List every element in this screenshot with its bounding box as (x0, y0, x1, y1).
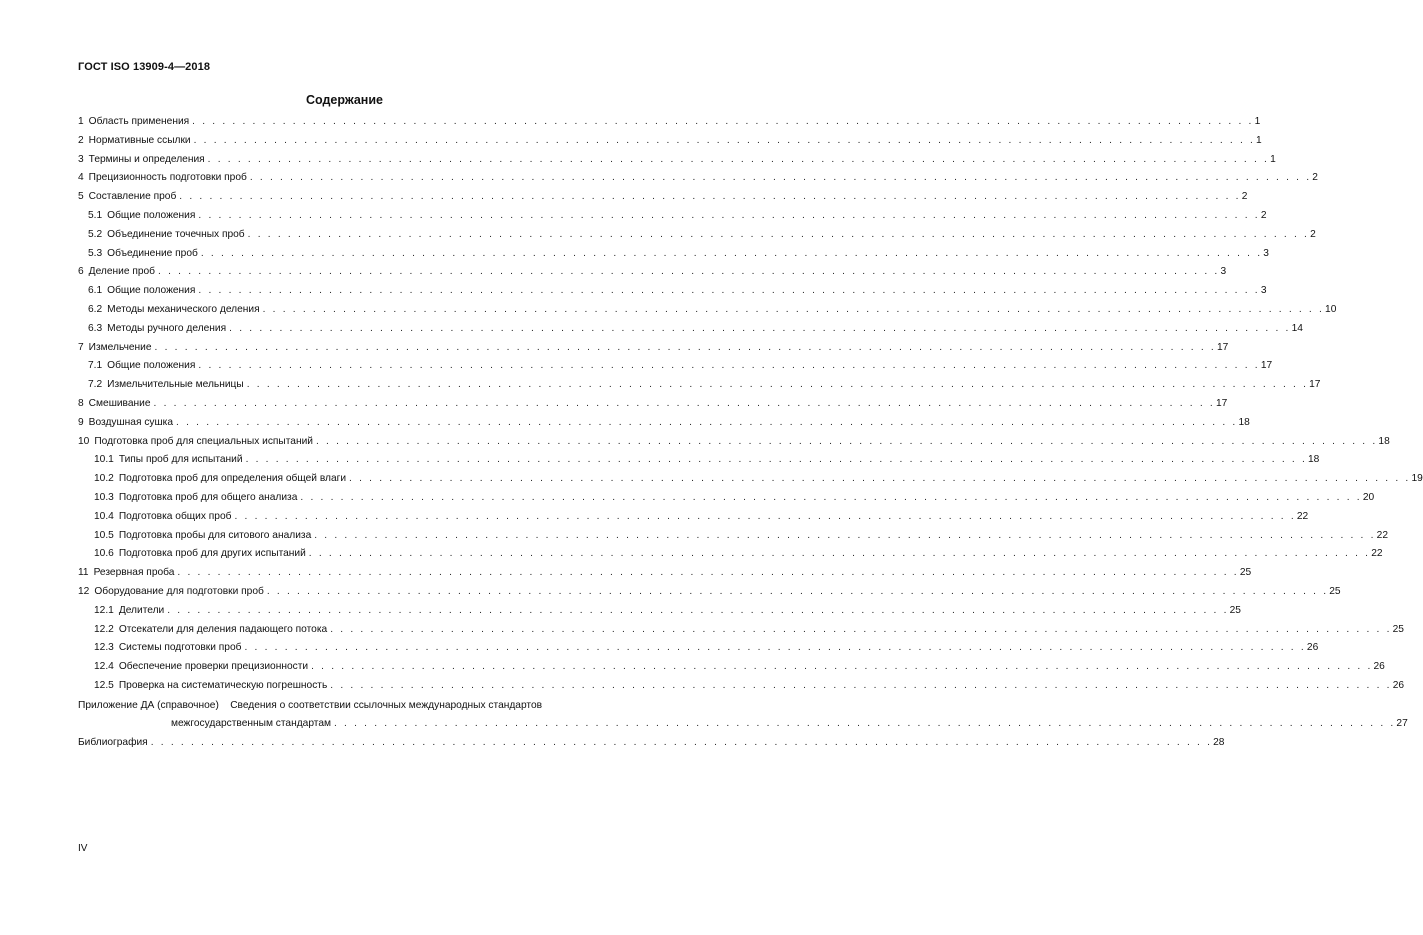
toc-entry-title: Объединение точечных проб (107, 228, 245, 240)
toc-entry-number: 11 (78, 567, 89, 579)
toc-entry-page: 1 (1254, 116, 1261, 127)
toc-entry-number: 12.5 (94, 679, 114, 691)
toc-entry-page: 2 (1260, 209, 1267, 221)
toc-entry-title: Воздушная сушка (88, 416, 174, 428)
toc-entry-title: Общие положения (107, 209, 196, 221)
toc-entries (78, 115, 1423, 698)
toc-entry-page: 26 (1392, 679, 1405, 691)
dot-leader: . . . . . . . . . . . . . . . . . . . . . . . . . . . . . . . . . . . . . . . . . . . . . . . . . . . . . . . . . . . . . . . . . . . . . . . . . . . . . . . . . . . . . . . . . . . . . . . . . . . . . . . . . . (198, 285, 1260, 297)
toc-entry-title: Подготовка проб для общего анализа (118, 491, 298, 503)
page-title: Содержание (305, 93, 383, 107)
dot-leader: . . . . . . . . . . . . . . . . . . . . . . . . . . . . . . . . . . . . . . . . . . . . . . . . . . . . . . . . . . . . . . . . . . . . . . . . . . . . . . . . . . . . . . . . . . . . . . . . . . . . . . . . . . (158, 266, 1220, 278)
toc-entry-title: Термины и определения (88, 153, 205, 165)
toc-entry-number: 10.1 (94, 454, 114, 466)
toc-entry[interactable] (78, 660, 1385, 679)
toc-entry-page: 26 (1373, 661, 1385, 673)
toc-entry[interactable] (78, 566, 1252, 585)
toc-entry-number: 10.2 (94, 473, 114, 485)
toc-entry-title: Общие положения (107, 285, 196, 297)
dot-leader: . . . . . . . . . . . . . . . . . . . . . . . . . . . . . . . . . . . . . . . . . . . . . . . . . . . . . . . . . . . . . . . . . . . . . . . . . . . . . . . . . . . . . . . . . . . . . . . . . . . . . . . . . . (192, 116, 1254, 127)
toc-entry-title: Типы проб для испытаний (118, 454, 243, 466)
dot-leader: . . . . . . . . . . . . . . . . . . . . . . . . . . . . . . . . . . . . . . . . . . . . . . . . . . . . . . . . . . . . . . . . . . . . . . . . . . . . . . . . . . . . . . . . . . . . . . . . . . . . . . . . . . (207, 153, 1270, 165)
toc-entry-page: 22 (1296, 510, 1309, 522)
toc-entry-number: 5.2 (88, 228, 103, 240)
toc-entry-page: 3 (1260, 285, 1267, 297)
toc-entry-number: 6.1 (88, 285, 103, 297)
dot-leader: . . . . . . . . . . . . . . . . . . . . . . . . . . . . . . . . . . . . . . . . . . . . . . . . . . . . . . . . . . . . . . . . . . . . . . . . . . . . . . . . . . . . . . . . . . . . . . . . . . . . . . . . . . (349, 473, 1411, 485)
toc-entry[interactable] (78, 472, 1423, 491)
toc-entry-number: 5.1 (88, 209, 103, 221)
toc-entry-number: 5 (78, 191, 84, 203)
toc-entry-page: 2 (1241, 191, 1248, 203)
toc-entry-page: 17 (1215, 397, 1228, 409)
toc-entry-page: 17 (1309, 379, 1321, 391)
toc-entry[interactable] (78, 641, 1319, 660)
toc-entry[interactable] (78, 190, 1248, 209)
toc-entry-page: 22 (1376, 529, 1388, 541)
bibliography-title: Библиография (78, 736, 148, 748)
toc-entry[interactable] (78, 416, 1250, 435)
appendix-label: Приложение ДА (справочное) (78, 699, 219, 711)
dot-leader: . . . . . . . . . . . . . . . . . . . . . . . . . . . . . . . . . . . . . . . . . . . . . . . . . . . . . . . . . . . . . . . . . . . . . . . . . . . . . . . . . . . . . . . . . . . . . . . . . . . . . . . . . . (179, 191, 1241, 203)
appendix-page: 27 (1396, 717, 1408, 729)
toc-entry[interactable] (78, 303, 1337, 322)
toc-entry-title: Подготовка проб для других испытаний (118, 548, 306, 560)
toc-entry-page: 17 (1216, 341, 1229, 353)
toc-entry[interactable] (78, 679, 1405, 698)
toc-entry-page: 22 (1371, 548, 1383, 560)
toc-entry-page: 3 (1263, 247, 1269, 259)
toc-entry-number: 6.3 (88, 322, 103, 334)
toc-entry[interactable] (78, 265, 1227, 284)
toc-entry[interactable] (78, 209, 1267, 228)
toc-entry-number: 12 (78, 585, 90, 597)
dot-leader: . . . . . . . . . . . . . . . . . . . . . . . . . . . . . . . . . . . . . . . . . . . . . . . . . . . . . . . . . . . . . . . . . . . . . . . . . . . . . . . . . . . . . . . . . . . . . . . . . . . . . . . . . . (300, 491, 1362, 503)
toc-entry-page: 25 (1392, 623, 1404, 635)
toc-entry-number: 10 (78, 435, 90, 447)
toc-entry[interactable] (78, 378, 1321, 397)
toc-entry-title: Нормативные ссылки (88, 134, 191, 146)
dot-leader: . . . . . . . . . . . . . . . . . . . . . . . . . . . . . . . . . . . . . . . . . . . . . . . . . . . . . . . . . . . . . . . . . . . . . . . . . . . . . . . . . . . . . . . . . . . . . . . . . . . . . . . . . . (244, 642, 1306, 654)
dot-leader: . . . . . . . . . . . . . . . . . . . . . . . . . . . . . . . . . . . . . . . . . . . . . . . . . . . . . . . . . . . . . . . . . . . . . . . . . . . . . . . . . . . . . . . . . . . . . . . . . . . . . . . . . . (311, 661, 1373, 673)
toc-entry-title: Отсекатели для деления падающего потока (118, 623, 328, 635)
toc-entry-number: 6 (78, 266, 84, 278)
toc-entry-page: 20 (1362, 491, 1375, 503)
toc-entry-title: Объединение проб (107, 247, 198, 259)
appendix-title-line1: Сведения о соответствии ссылочных международных стандартов (230, 699, 543, 711)
toc-entry-page: 14 (1291, 322, 1303, 334)
toc-entry[interactable] (78, 153, 1276, 172)
toc-entry-page: 25 (1239, 567, 1252, 579)
toc-entry-number: 2 (78, 134, 84, 146)
dot-leader: . . . . . . . . . . . . . . . . . . . . . . . . . . . . . . . . . . . . . . . . . . . . . . . . . . . . . . . . . . . . . . . . . . . . . . . . . . . . . . . . . . . . . . . . . . . . . . . . . . . . . . . . . . (198, 209, 1260, 221)
toc-entry[interactable] (78, 247, 1269, 266)
toc-entry-page: 25 (1329, 585, 1341, 597)
toc-entry-page: 18 (1238, 416, 1250, 428)
toc-entry-page: 18 (1378, 435, 1390, 447)
dot-leader: . . . . . . . . . . . . . . . . . . . . . . . . . . . . . . . . . . . . . . . . . . . . . . . . . . . . . . . . . . . . . . . . . . . . . . . . . . . . . . . . . . . . . . . . . . . . . . . . . . . . . . . . . . (176, 416, 1238, 428)
toc-entry-number: 10.4 (94, 510, 114, 522)
dot-leader: . . . . . . . . . . . . . . . . . . . . . . . . . . . . . . . . . . . . . . . . . . . . . . . . . . . . . . . . . . . . . . . . . . . . . . . . . . . . . . . . . . . . . . . . . . . . . . . . . . . . . . . . . . (154, 341, 1216, 353)
toc-entry-number: 4 (78, 172, 84, 184)
dot-leader: . . . . . . . . . . . . . . . . . . . . . . . . . . . . . . . . . . . . . . . . . . . . . . . . . . . . . . . . . . . . . . . . . . . . . . . . . . . . . . . . . . . . . . . . . . . . . . . . . . . . . . . . . . (177, 567, 1239, 579)
toc-entry-page: 2 (1312, 172, 1318, 184)
document-header: ГОСТ ISO 13909-4—2018 (78, 61, 211, 73)
toc-entry-page: 26 (1306, 642, 1319, 654)
dot-leader: . . . . . . . . . . . . . . . . . . . . . . . . . . . . . . . . . . . . . . . . . . . . . . . . . . . . . . . . . . . . . . . . . . . . . . . . . . . . . . . . . . . . . . . . . . . . . . . . . . . . . . . . . . (315, 435, 1378, 447)
toc-entry-number: 7.2 (88, 379, 103, 391)
toc-entry-title: Измельчительные мельницы (107, 379, 244, 391)
toc-entry-title: Подготовка пробы для ситового анализа (118, 529, 312, 541)
dot-leader: . . . . . . . . . . . . . . . . . . . . . . . . . . . . . . . . . . . . . . . . . . . . . . . . . . . . . . . . . . . . . . . . . . . . . . . . . . . . . . . . . . . . . . . . . . . . . . . . . . . . . . . . . . (153, 397, 1215, 409)
toc-entry-title: Оборудование для подготовки проб (94, 585, 264, 597)
toc-entry[interactable] (78, 529, 1388, 548)
toc-entry[interactable] (78, 397, 1228, 416)
dot-leader: . . . . . . . . . . . . . . . . . . . . . . . . . . . . . . . . . . . . . . . . . . . . . . . . . . . . . . . . . . . . . . . . . . . . . . . . . . . . . . . . . . . . . . . . . . . . . . . . . . . . . . . . . . (234, 510, 1296, 522)
toc-entry-title: Деление проб (88, 266, 156, 278)
toc-entry-title: Общие положения (107, 360, 196, 372)
toc-entry-page: 17 (1260, 360, 1273, 372)
toc-entry-title: Подготовка проб для специальных испытаний (94, 435, 313, 447)
toc-entry-bibliography[interactable] (78, 736, 1225, 755)
toc-entry-title: Резервная проба (93, 567, 175, 579)
toc-entry-number: 10.5 (94, 529, 114, 541)
toc-entry[interactable] (78, 453, 1320, 472)
toc-entry-title: Измельчение (88, 341, 152, 353)
toc-entry-title: Область применения (88, 116, 190, 127)
toc-entry-number: 12.2 (94, 623, 114, 635)
toc-entry-page: 19 (1411, 473, 1423, 485)
dot-leader: . . . . . . . . . . . . . . . . . . . . . . . . . . . . . . . . . . . . . . . . . . . . . . . . . . . . . . . . . . . . . . . . . . . . . . . . . . . . . . . . . . . . . . . . . . . . . . . . . . . . . . . . . . (334, 717, 1396, 729)
dot-leader: . . . . . . . . . . . . . . . . . . . . . . . . . . . . . . . . . . . . . . . . . . . . . . . . . . . . . . . . . . . . . . . . . . . . . . . . . . . . . . . . . . . . . . . . . . . . . . . . . . . . . . . . . . (330, 679, 1392, 691)
toc-entry[interactable] (78, 604, 1241, 623)
dot-leader: . . . . . . . . . . . . . . . . . . . . . . . . . . . . . . . . . . . . . . . . . . . . . . . . . . . . . . . . . . . . . . . . . . . . . . . . . . . . . . . . . . . . . . . . . . . . . . . . . . . . . . . . . . (247, 228, 1310, 240)
toc-entry-number: 7.1 (88, 360, 103, 372)
bibliography-page: 28 (1213, 736, 1225, 748)
dot-leader: . . . . . . . . . . . . . . . . . . . . . . . . . . . . . . . . . . . . . . . . . . . . . . . . . . . . . . . . . . . . . . . . . . . . . . . . . . . . . . . . . . . . . . . . . . . . . . . . . . . . . . . . . . (150, 736, 1213, 748)
toc-entry-page: 2 (1310, 228, 1316, 240)
dot-leader: . . . . . . . . . . . . . . . . . . . . . . . . . . . . . . . . . . . . . . . . . . . . . . . . . . . . . . . . . . . . . . . . . . . . . . . . . . . . . . . . . . . . . . . . . . . . . . . . . . . . . . . . . . (314, 529, 1376, 541)
dot-leader: . . . . . . . . . . . . . . . . . . . . . . . . . . . . . . . . . . . . . . . . . . . . . . . . . . . . . . . . . . . . . . . . . . . . . . . . . . . . . . . . . . . . . . . . . . . . . . . . . . . . . . . . . . (167, 604, 1229, 616)
toc-entry[interactable] (78, 510, 1309, 529)
dot-leader: . . . . . . . . . . . . . . . . . . . . . . . . . . . . . . . . . . . . . . . . . . . . . . . . . . . . . . . . . . . . . . . . . . . . . . . . . . . . . . . . . . . . . . . . . . . . . . . . . . . . . . . . . . (308, 548, 1371, 560)
toc-entry[interactable] (78, 359, 1273, 378)
toc-entry-title: Системы подготовки проб (118, 642, 242, 654)
appendix-title-line2: межгосударственным стандартам (171, 717, 331, 729)
toc-entry[interactable] (78, 171, 1318, 190)
toc-entry-title: Подготовка общих проб (118, 510, 232, 522)
toc-entry-number: 12.1 (94, 604, 114, 616)
toc-entry-number: 3 (78, 153, 84, 165)
dot-leader: . . . . . . . . . . . . . . . . . . . . . . . . . . . . . . . . . . . . . . . . . . . . . . . . . . . . . . . . . . . . . . . . . . . . . . . . . . . . . . . . . . . . . . . . . . . . . . . . . . . . . . . . . . (193, 134, 1256, 146)
toc-entry-title: Методы механического деления (107, 303, 260, 315)
toc-entry[interactable] (78, 284, 1267, 303)
toc-entry-page: 18 (1307, 454, 1320, 466)
toc-entry-number: 10.3 (94, 491, 114, 503)
toc-entry-number: 7 (78, 341, 84, 353)
toc-entry-page: 10 (1325, 303, 1337, 315)
toc-entry[interactable] (78, 623, 1404, 642)
toc-entry[interactable] (78, 585, 1341, 604)
toc-entry-title: Делители (118, 604, 165, 616)
toc-entry[interactable] (78, 322, 1303, 341)
dot-leader: . . . . . . . . . . . . . . . . . . . . . . . . . . . . . . . . . . . . . . . . . . . . . . . . . . . . . . . . . . . . . . . . . . . . . . . . . . . . . . . . . . . . . . . . . . . . . . . . . . . . . . . . . . (200, 247, 1263, 259)
toc-entry[interactable] (78, 134, 1262, 153)
page-number-roman: IV (78, 843, 88, 854)
dot-leader: . . . . . . . . . . . . . . . . . . . . . . . . . . . . . . . . . . . . . . . . . . . . . . . . . . . . . . . . . . . . . . . . . . . . . . . . . . . . . . . . . . . . . . . . . . . . . . . . . . . . . . . . . . (229, 322, 1291, 334)
toc-entry-page: 25 (1229, 604, 1241, 616)
dot-leader: . . . . . . . . . . . . . . . . . . . . . . . . . . . . . . . . . . . . . . . . . . . . . . . . . . . . . . . . . . . . . . . . . . . . . . . . . . . . . . . . . . . . . . . . . . . . . . . . . . . . . . . . . . (246, 379, 1309, 391)
toc-entry-title: Проверка на систематическую погрешность (118, 679, 328, 691)
dot-leader: . . . . . . . . . . . . . . . . . . . . . . . . . . . . . . . . . . . . . . . . . . . . . . . . . . . . . . . . . . . . . . . . . . . . . . . . . . . . . . . . . . . . . . . . . . . . . . . . . . . . . . . . . . (330, 623, 1392, 635)
toc-entry-number: 1 (78, 116, 84, 127)
toc-entry-page: 1 (1270, 153, 1276, 165)
toc-entry-title: Смешивание (88, 397, 151, 409)
toc-entry-number: 12.3 (94, 642, 114, 654)
toc-entry-title: Обеспечение проверки прецизионности (118, 661, 309, 673)
toc-entry-title: Методы ручного деления (107, 322, 227, 334)
table-of-contents (78, 115, 1423, 755)
toc-entry-number: 6.2 (88, 303, 103, 315)
toc-entry-title: Составление проб (88, 191, 177, 203)
toc-entry[interactable] (78, 115, 1261, 134)
dot-leader: . . . . . . . . . . . . . . . . . . . . . . . . . . . . . . . . . . . . . . . . . . . . . . . . . . . . . . . . . . . . . . . . . . . . . . . . . . . . . . . . . . . . . . . . . . . . . . . . . . . . . . . . . . (249, 172, 1312, 184)
dot-leader: . . . . . . . . . . . . . . . . . . . . . . . . . . . . . . . . . . . . . . . . . . . . . . . . . . . . . . . . . . . . . . . . . . . . . . . . . . . . . . . . . . . . . . . . . . . . . . . . . . . . . . . . . . (262, 303, 1325, 315)
toc-entry-title: Прецизионность подготовки проб (88, 172, 247, 184)
dot-leader: . . . . . . . . . . . . . . . . . . . . . . . . . . . . . . . . . . . . . . . . . . . . . . . . . . . . . . . . . . . . . . . . . . . . . . . . . . . . . . . . . . . . . . . . . . . . . . . . . . . . . . . . . . (245, 454, 1307, 466)
toc-entry[interactable] (78, 547, 1383, 566)
toc-entry-number: 9 (78, 416, 84, 428)
toc-entry[interactable] (78, 341, 1229, 360)
toc-entry-page: 1 (1256, 134, 1262, 146)
toc-entry[interactable] (78, 228, 1316, 247)
toc-entry-number: 12.4 (94, 661, 114, 673)
dot-leader: . . . . . . . . . . . . . . . . . . . . . . . . . . . . . . . . . . . . . . . . . . . . . . . . . . . . . . . . . . . . . . . . . . . . . . . . . . . . . . . . . . . . . . . . . . . . . . . . . . . . . . . . . . (198, 360, 1260, 372)
toc-entry[interactable] (78, 435, 1390, 454)
toc-entry-number: 8 (78, 397, 84, 409)
toc-entry-title: Подготовка проб для определения общей влаги (118, 473, 347, 485)
toc-entry[interactable] (78, 491, 1375, 510)
toc-entry-page: 3 (1220, 266, 1227, 278)
toc-entry-appendix[interactable] (78, 699, 1408, 736)
toc-entry-number: 5.3 (88, 247, 103, 259)
dot-leader: . . . . . . . . . . . . . . . . . . . . . . . . . . . . . . . . . . . . . . . . . . . . . . . . . . . . . . . . . . . . . . . . . . . . . . . . . . . . . . . . . . . . . . . . . . . . . . . . . . . . . . . . . . (266, 585, 1329, 597)
toc-entry-number: 10.6 (94, 548, 114, 560)
